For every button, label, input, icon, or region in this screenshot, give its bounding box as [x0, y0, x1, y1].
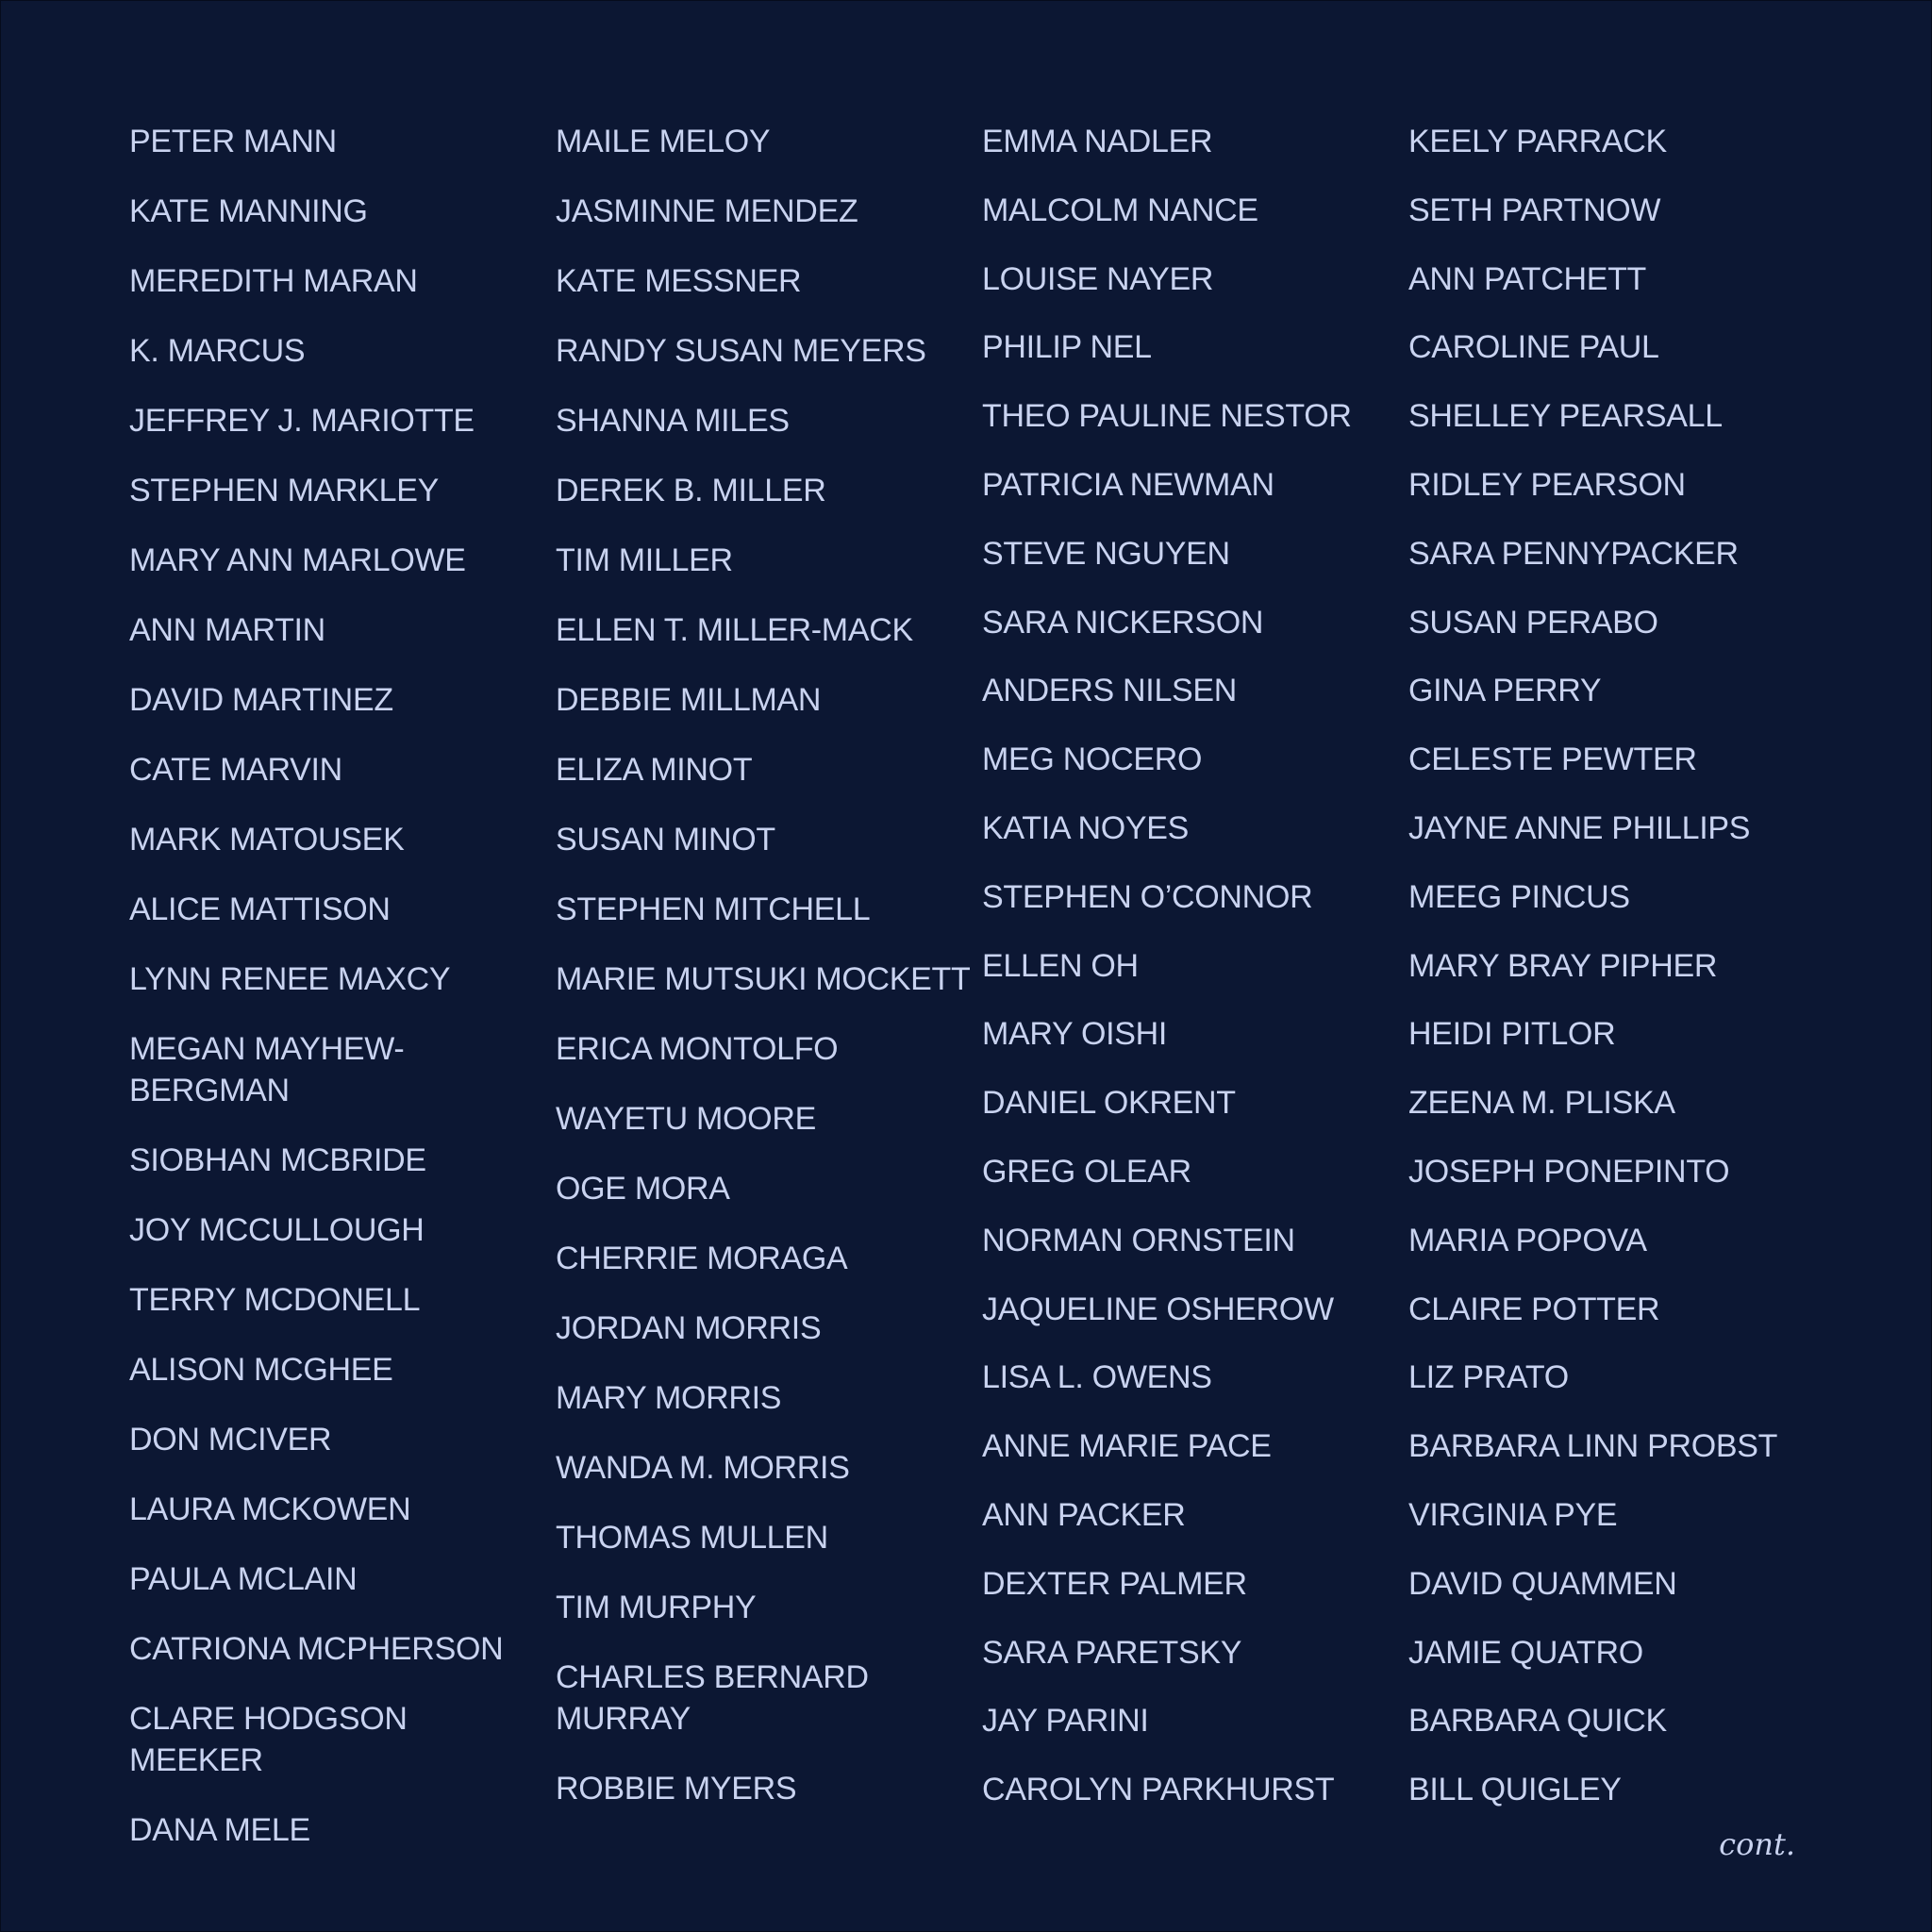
contributor-name: RIDLEY PEARSON: [1408, 466, 1686, 503]
contributor-name: JAMIE QUATRO: [1408, 1634, 1643, 1671]
contributor-name: SUSAN PERABO: [1408, 604, 1658, 641]
contributor-name: ANDERS NILSEN: [982, 673, 1238, 709]
contributor-name: SARA PARETSKY: [982, 1634, 1242, 1671]
contributor-name: DANA MELE: [129, 1812, 310, 1848]
contributor-name: ANNE MARIE PACE: [982, 1428, 1272, 1465]
contributor-name: THEO PAULINE NESTOR: [982, 398, 1352, 435]
contributor-name: KEELY PARRACK: [1408, 124, 1667, 159]
contributor-name: WAYETU MOORE: [556, 1101, 816, 1137]
contributor-name: CHERRIE MORAGA: [556, 1241, 848, 1276]
contributor-name: JAQUELINE OSHEROW: [982, 1291, 1334, 1327]
contributor-name: PHILIP NEL: [982, 329, 1152, 366]
contributor-name: CHARLES BERNARD MURRAY: [556, 1659, 869, 1737]
contributor-name: BARBARA LINN PROBST: [1408, 1428, 1778, 1465]
name-column-3: [982, 121, 1397, 1838]
contributor-name: MARIA POPOVA: [1408, 1222, 1647, 1258]
contributor-name: MARIE MUTSUKI MOCKETT: [556, 961, 971, 997]
contributor-name: ANN MARTIN: [129, 612, 325, 648]
contributor-name: DAVID QUAMMEN: [1408, 1565, 1677, 1602]
contributor-name: ALISON MCGHEE: [129, 1352, 393, 1388]
contributor-name: MEG NOCERO: [982, 741, 1203, 778]
contributor-name: KATE MANNING: [129, 193, 368, 229]
contributor-name: BILL QUIGLEY: [1408, 1772, 1622, 1808]
contributor-name: LIZ PRATO: [1408, 1359, 1569, 1396]
contributor-name: MEEG PINCUS: [1408, 878, 1630, 915]
contributor-name: ANN PATCHETT: [1408, 260, 1647, 297]
contributor-name: SUSAN MINOT: [556, 822, 775, 858]
contributor-name: MARY BRAY PIPHER: [1408, 947, 1718, 984]
contributor-name: MARY MORRIS: [556, 1380, 782, 1416]
contributor-name: STEVE NGUYEN: [982, 535, 1230, 572]
contributor-name: K. MARCUS: [129, 333, 306, 369]
contributor-name: SHANNA MILES: [556, 403, 790, 439]
contributor-name: JEFFREY J. MARIOTTE: [129, 403, 475, 439]
contributor-name: MARY OISHI: [982, 1016, 1168, 1053]
contributor-name: TERRY MCDONELL: [129, 1282, 421, 1318]
contributor-name: PETER MANN: [129, 124, 337, 159]
contributor-name: NORMAN ORNSTEIN: [982, 1222, 1295, 1258]
contributor-name: CLARE HODGSON MEEKER: [129, 1701, 408, 1778]
contributor-name: MALCOLM NANCE: [982, 192, 1258, 228]
contributor-name: EMMA NADLER: [982, 124, 1213, 159]
contributor-name: BARBARA QUICK: [1408, 1703, 1667, 1740]
contributor-name: SETH PARTNOW: [1408, 192, 1661, 228]
contributor-name: RANDY SUSAN MEYERS: [556, 333, 926, 369]
name-column-1: [129, 121, 544, 1879]
contributor-name: STEPHEN MARKLEY: [129, 473, 440, 508]
contributor-name: CATRIONA MCPHERSON: [129, 1631, 504, 1667]
contributor-name: DEXTER PALMER: [982, 1565, 1247, 1602]
contributor-name: MARY ANN MARLOWE: [129, 542, 466, 578]
contributor-name: PAULA MCLAIN: [129, 1561, 358, 1597]
contributor-name: ELLEN OH: [982, 947, 1139, 984]
contributor-name: JORDAN MORRIS: [556, 1310, 822, 1346]
contributor-name: ELIZA MINOT: [556, 752, 753, 788]
contributor-name: KATE MESSNER: [556, 263, 802, 299]
contributor-name: ROBBIE MYERS: [556, 1771, 797, 1807]
contributor-name: SIOBHAN MCBRIDE: [129, 1142, 426, 1178]
contributor-name: SARA NICKERSON: [982, 604, 1264, 641]
contributor-name: LAURA MCKOWEN: [129, 1491, 411, 1527]
contributor-name: JAY PARINI: [982, 1703, 1149, 1740]
contributor-name: CLAIRE POTTER: [1408, 1291, 1660, 1327]
contributor-name: HEIDI PITLOR: [1408, 1016, 1616, 1053]
contributor-name: JAYNE ANNE PHILLIPS: [1408, 809, 1751, 846]
contributor-name: DANIEL OKRENT: [982, 1085, 1236, 1122]
contributor-name: ANN PACKER: [982, 1496, 1186, 1533]
contributor-name: ERICA MONTOLFO: [556, 1031, 839, 1067]
contributor-name: DEREK B. MILLER: [556, 473, 826, 508]
contributor-name: ELLEN T. MILLER-MACK: [556, 612, 913, 648]
contributor-name: JASMINNE MENDEZ: [556, 193, 858, 229]
contributor-name: WANDA M. MORRIS: [556, 1450, 850, 1486]
contributor-name: PATRICIA NEWMAN: [982, 466, 1274, 503]
contributor-name: THOMAS MULLEN: [556, 1520, 828, 1556]
contributor-name: GINA PERRY: [1408, 673, 1602, 709]
name-column-4: [1408, 121, 1824, 1838]
contributor-name: DAVID MARTINEZ: [129, 682, 393, 718]
contributor-name: SARA PENNYPACKER: [1408, 535, 1739, 572]
name-column-2: [556, 121, 971, 1838]
contributor-name: LOUISE NAYER: [982, 260, 1214, 297]
contributor-name: CAROLYN PARKHURST: [982, 1772, 1335, 1808]
contributor-name: GREG OLEAR: [982, 1153, 1191, 1190]
continuation-label: cont.: [1719, 1826, 1795, 1862]
contributor-name: OGE MORA: [556, 1171, 730, 1207]
contributor-name: SHELLEY PEARSALL: [1408, 398, 1723, 435]
contributor-name: TIM MURPHY: [556, 1590, 757, 1625]
contributor-name: DON MCIVER: [129, 1422, 332, 1457]
contributor-name: MEREDITH MARAN: [129, 263, 418, 299]
contributor-name: CELESTE PEWTER: [1408, 741, 1697, 778]
contributor-name: CAROLINE PAUL: [1408, 329, 1659, 366]
contributor-name: ZEENA M. PLISKA: [1408, 1085, 1675, 1122]
contributor-name: LYNN RENEE MAXCY: [129, 961, 451, 997]
contributor-name: MEGAN MAYHEW-BERGMAN: [129, 1031, 405, 1108]
contributor-name: STEPHEN MITCHELL: [556, 891, 871, 927]
contributor-name: TIM MILLER: [556, 542, 733, 578]
contributor-name: MARK MATOUSEK: [129, 822, 405, 858]
contributor-name: ALICE MATTISON: [129, 891, 391, 927]
contributor-name: STEPHEN O’CONNOR: [982, 878, 1313, 915]
contributor-name: JOY MCCULLOUGH: [129, 1212, 425, 1248]
contributor-name: VIRGINIA PYE: [1408, 1496, 1618, 1533]
contributor-name: MAILE MELOY: [556, 124, 771, 159]
contributor-name: JOSEPH PONEPINTO: [1408, 1153, 1730, 1190]
contributor-name: KATIA NOYES: [982, 809, 1190, 846]
contributor-name: DEBBIE MILLMAN: [556, 682, 822, 718]
contributor-name: LISA L. OWENS: [982, 1359, 1212, 1396]
contributor-name: CATE MARVIN: [129, 752, 342, 788]
